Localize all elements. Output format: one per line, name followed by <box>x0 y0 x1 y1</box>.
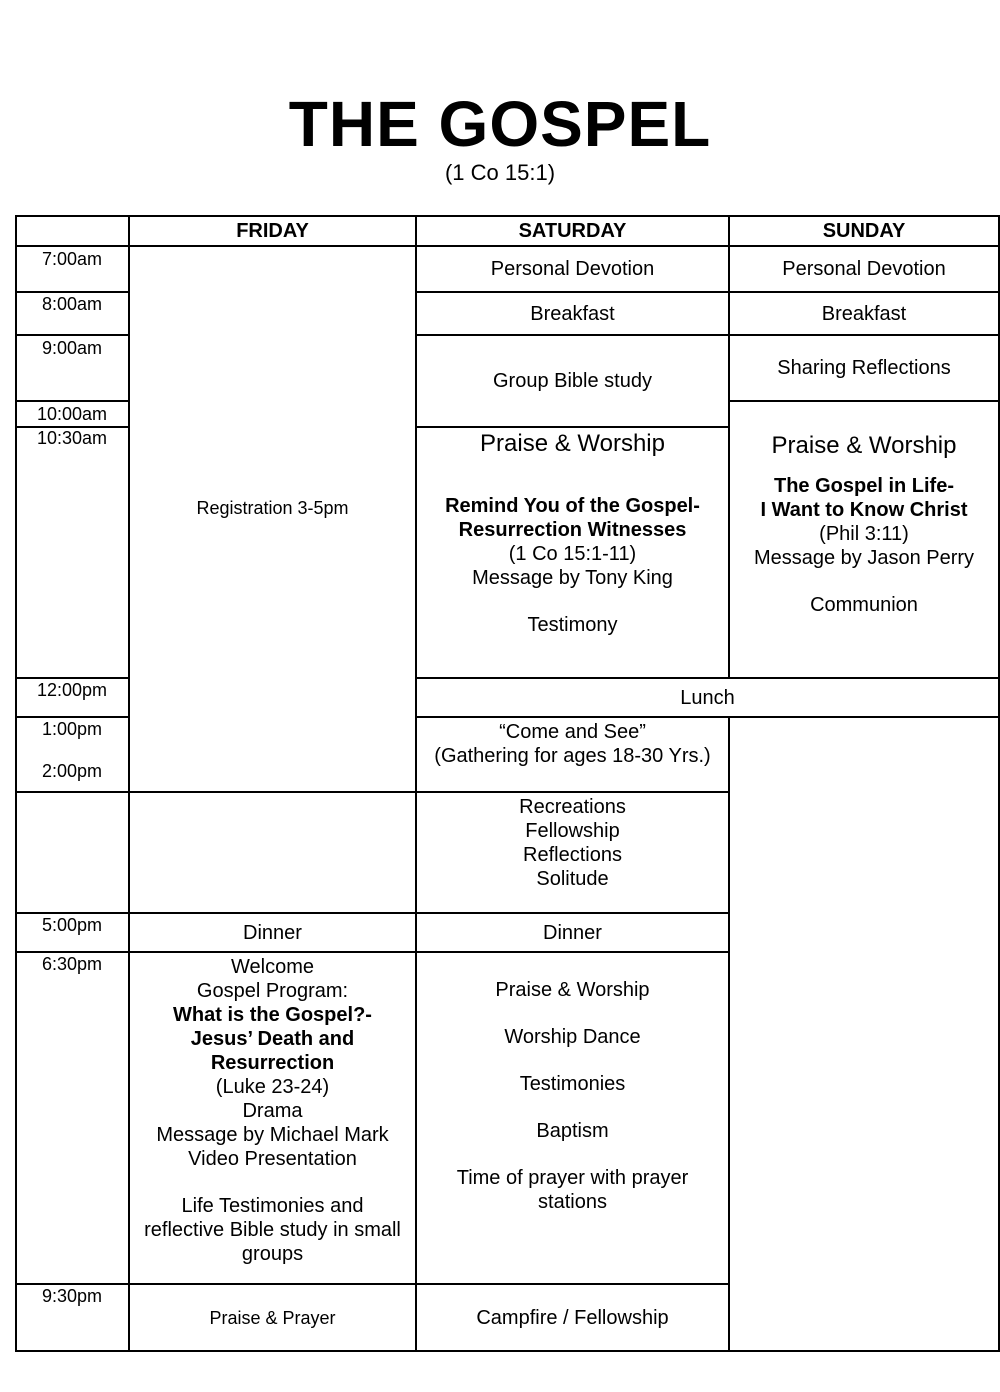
friday-evening-program <box>128 951 417 1285</box>
time-cell <box>15 426 130 679</box>
sunday-devotion-label: Personal Devotion <box>782 258 946 280</box>
saturday-dinner-label: Dinner <box>543 921 602 944</box>
friday-program-label: Gospel Program: <box>196 980 349 1002</box>
saturday-evening-baptism: Baptism <box>536 1120 609 1142</box>
saturday-devotion-label: Personal Devotion <box>490 258 655 280</box>
time-label: 6:30pm <box>41 954 103 974</box>
lunch-label: Lunch <box>680 686 735 709</box>
sunday-breakfast-label: Breakfast <box>821 302 907 325</box>
saturday-bible-study-label: Group Bible study <box>493 370 652 392</box>
sunday-empty-afternoon <box>728 716 1000 1352</box>
saturday-bible-study <box>415 334 730 428</box>
header-saturday: SATURDAY <box>415 215 730 247</box>
come-and-see-title: “Come and See” <box>499 721 646 743</box>
sunday-message: Message by Jason Perry <box>753 547 975 569</box>
time-label: 10:30am <box>36 428 108 448</box>
time-label: 10:00am <box>36 404 108 424</box>
friday-registration <box>128 245 417 793</box>
friday-scripture-ref: (Luke 23-24) <box>215 1076 330 1098</box>
friday-registration-label: Registration 3-5pm <box>196 498 349 518</box>
friday-dinner-label: Dinner <box>243 921 302 944</box>
friday-drama: Drama <box>242 1100 303 1122</box>
time-label: 1:00pm <box>41 719 103 739</box>
page-title: THE GOSPEL <box>288 88 712 160</box>
friday-message: Message by Michael Mark <box>156 1124 389 1146</box>
sunday-breakfast <box>728 291 1000 336</box>
afternoon-item: Recreations <box>519 796 626 818</box>
saturday-night <box>415 1283 730 1352</box>
time-label: 9:00am <box>41 338 103 358</box>
afternoon-item: Fellowship <box>525 820 620 842</box>
time-label: 8:00am <box>41 294 103 314</box>
page-subtitle: (1 Co 15:1) <box>444 160 556 185</box>
time-label: 2:00pm <box>41 761 103 781</box>
header-sunday: SUNDAY <box>728 215 1000 247</box>
friday-night <box>128 1283 417 1352</box>
come-and-see-detail: (Gathering for ages 18-30 Yrs.) <box>434 745 711 767</box>
saturday-devotion <box>415 245 730 293</box>
friday-life-line-2: reflective Bible study in small <box>144 1219 401 1241</box>
saturday-dinner <box>415 912 730 953</box>
time-header-cell <box>15 215 130 247</box>
saturday-come-and-see <box>415 716 730 793</box>
friday-empty-afternoon <box>128 791 417 914</box>
saturday-evening <box>415 951 730 1285</box>
saturday-afternoon <box>415 791 730 914</box>
sunday-sharing <box>728 334 1000 402</box>
sunday-scripture-ref: (Phil 3:11) <box>819 523 909 545</box>
saturday-prayer-line-2: stations <box>538 1191 607 1213</box>
header-friday: FRIDAY <box>128 215 417 247</box>
saturday-worship <box>415 426 730 679</box>
lunch-cell <box>415 677 1000 718</box>
friday-life-line-1: Life Testimonies and <box>181 1195 364 1217</box>
saturday-theme-line-1: Remind You of the Gospel- <box>445 495 700 517</box>
friday-welcome: Welcome <box>231 956 314 978</box>
saturday-message: Message by Tony King <box>472 567 673 589</box>
friday-theme-line-2: Jesus’ Death and <box>190 1028 355 1050</box>
friday-night-label: Praise & Prayer <box>209 1307 336 1328</box>
sunday-worship <box>728 400 1000 679</box>
saturday-testimony: Testimony <box>527 614 618 636</box>
friday-dinner <box>128 912 417 953</box>
saturday-evening-praise: Praise & Worship <box>495 979 650 1001</box>
sunday-theme-line-1: The Gospel in Life- <box>773 475 954 497</box>
afternoon-item: Reflections <box>523 844 622 866</box>
friday-video: Video Presentation <box>188 1148 357 1170</box>
afternoon-item: Solitude <box>536 868 609 890</box>
saturday-evening-testimonies: Testimonies <box>519 1073 626 1095</box>
sunday-praise-worship: Praise & Worship <box>771 432 957 459</box>
sunday-sharing-label: Sharing Reflections <box>777 357 951 379</box>
friday-life-line-3: groups <box>241 1243 304 1265</box>
sunday-theme-line-2: I Want to Know Christ <box>760 499 968 521</box>
sunday-communion: Communion <box>810 594 918 616</box>
time-label: 7:00am <box>41 249 103 269</box>
friday-theme-line-1: What is the Gospel?- <box>173 1004 372 1026</box>
saturday-prayer-line-1: Time of prayer with prayer <box>456 1167 689 1189</box>
saturday-breakfast <box>415 291 730 336</box>
saturday-theme-line-2: Resurrection Witnesses <box>458 519 687 541</box>
time-label: 9:30pm <box>41 1286 103 1306</box>
friday-theme-line-3: Resurrection <box>210 1052 335 1074</box>
time-label: 12:00pm <box>36 680 108 700</box>
time-cell <box>15 791 130 914</box>
saturday-scripture-ref: (1 Co 15:1-11) <box>508 543 637 565</box>
time-cell <box>15 951 130 1285</box>
saturday-night-label: Campfire / Fellowship <box>476 1306 669 1329</box>
time-label: 5:00pm <box>41 915 103 935</box>
sunday-devotion <box>728 245 1000 293</box>
saturday-breakfast-label: Breakfast <box>530 302 615 325</box>
saturday-evening-dance: Worship Dance <box>504 1026 641 1048</box>
saturday-praise-worship: Praise & Worship <box>480 430 665 457</box>
